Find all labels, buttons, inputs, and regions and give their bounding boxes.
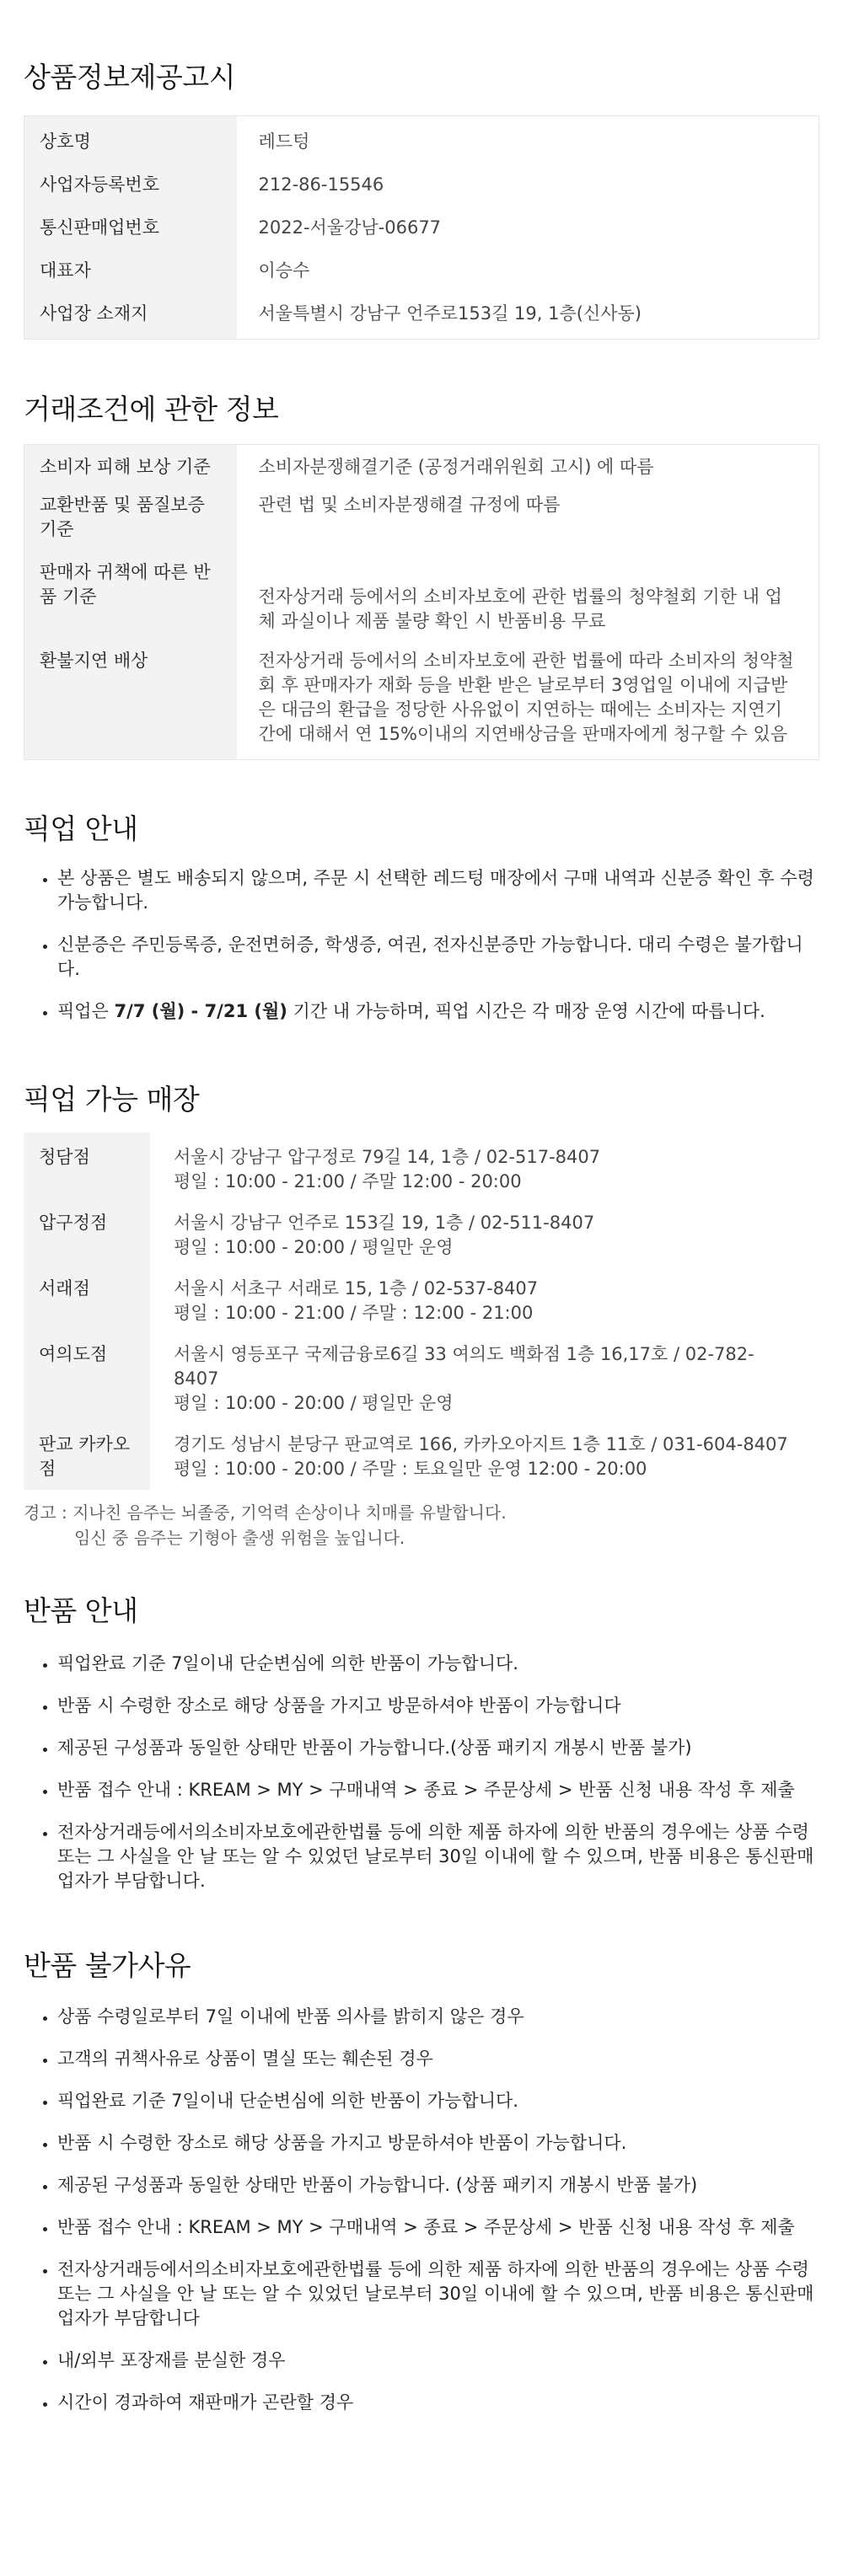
store-address: 서울시 서초구 서래로 15, 1층 / 02-537-8407: [174, 1278, 539, 1299]
list-item: • 제공된 구성품과 동일한 상태만 반품이 가능합니다.(상품 패키지 개봉시 반품 불가): [57, 1736, 819, 1760]
terms-value: 전자상거래 등에서의 소비자보호에 관한 법률에 따라 소비자의 청약철회 후 판매자가 재화 등을 반환 받은 날로부터 3영업일 이내에 지급받은 대금의 환급을 정당한 사유없이 지연하는 때에는 소비자는 지연기간에 대해서 연 15%이내의 지연배상금을 판매자에게 청구할 수 있음: [237, 641, 819, 760]
info-value: 212-86-15546: [237, 163, 819, 206]
return-unavailable-section: [24, 1893, 819, 2415]
list-item: • 픽업완료 기준 7일이내 단순변심에 의한 반품이 가능합니다.: [57, 2089, 819, 2113]
store-hours: 평일 : 10:00 - 21:00 / 주말 12:00 - 20:00: [174, 1171, 522, 1192]
store-hours: 평일 : 10:00 - 20:00 / 평일만 운영: [174, 1393, 454, 1414]
company-info-table: [24, 115, 819, 340]
pickup-stores-table: [24, 1133, 819, 1490]
info-key: 대표자: [24, 249, 237, 292]
list-item: • 시간이 경과하여 재판매가 곤란할 경우: [57, 2391, 819, 2415]
store-address: 경기도 성남시 분당구 판교역로 166, 카카오아지트 1층 11호 / 031-604-8407: [174, 1434, 788, 1455]
list-item: • 전자상거래등에서의소비자보호에관한법률 등에 의한 제품 하자에 의한 반품의 경우에는 상품 수령 또는 그 사실을 안 날 또는 알 수 있었던 날로부터 30일 이내에 할 수 있으며, 반품 비용은 통신판매업자가 부담합니다: [57, 2257, 819, 2331]
list-item: • 내/외부 포장재를 분실한 경우: [57, 2348, 819, 2373]
pickup-period-suffix: 기간 내 가능하며, 픽업 시간은 각 매장 운영 시간에 따릅니다.: [287, 1000, 765, 1021]
pickup-period-prefix: 픽업은: [57, 1000, 115, 1021]
store-hours: 평일 : 10:00 - 20:00 / 주말 : 토요일만 운영 12:00 - 20:00: [174, 1459, 647, 1480]
pickup-stores-section: [24, 1024, 819, 1551]
list-item: • 반품 접수 안내 : KREAM > MY > 구매내역 > 종료 > 주문상세 > 반품 신청 내용 작성 후 제출: [57, 1778, 819, 1802]
terms-key: 소비자 피해 보상 기준: [24, 445, 237, 487]
info-key: 상호명: [24, 115, 237, 163]
list-item: • 상품 수령일로부터 7일 이내에 반품 의사를 밝히지 않은 경우: [57, 2005, 819, 2029]
info-key: 사업장 소재지: [24, 292, 237, 340]
trade-terms-table: [24, 444, 819, 760]
return-unavailable-list: [24, 2005, 819, 2415]
list-item: • 본 상품은 별도 배송되지 않으며, 주문 시 선택한 레드텅 매장에서 구매 내역과 신분증 확인 후 수령 가능합니다.: [57, 866, 819, 915]
terms-key: 교환반품 및 품질보증 기준: [24, 486, 237, 552]
info-value: 이승수: [237, 249, 819, 292]
store-hours: 평일 : 10:00 - 20:00 / 평일만 운영: [174, 1237, 454, 1258]
terms-row-compensation: [24, 445, 819, 487]
return-unavailable-title: 반품 불가사유: [24, 1948, 191, 1982]
store-name: 청담점: [24, 1133, 150, 1199]
store-address: 서울시 강남구 언주로 153길 19, 1층 / 02-511-8407: [174, 1213, 595, 1234]
return-guide-section: [24, 1550, 819, 1893]
warning-line: 경고 : 지나친 음주는 뇌졸중, 기억력 손상이나 치매를 유발합니다.: [24, 1502, 507, 1524]
store-name: 압구정점: [24, 1199, 150, 1265]
store-details: [150, 1331, 819, 1421]
terms-row-seller-fault-return: [24, 552, 819, 641]
trade-terms-title: 거래조건에 관한 정보: [24, 392, 279, 426]
store-row-yeouido: [24, 1331, 819, 1421]
info-row-mail-order-number: [24, 206, 819, 249]
store-details: [150, 1265, 819, 1331]
terms-value: 관련 법 및 소비자분쟁해결 규정에 따름: [237, 486, 819, 552]
terms-row-exchange-quality: [24, 486, 819, 552]
info-row-business-number: [24, 163, 819, 206]
list-item: • 고객의 귀책사유로 상품이 멸실 또는 훼손된 경우: [57, 2047, 819, 2071]
store-row-apgujeong: [24, 1199, 819, 1265]
list-item: • 반품 시 수령한 장소로 해당 상품을 가지고 방문하셔야 반품이 가능합니다.: [57, 2131, 819, 2156]
list-item: • 반품 시 수령한 장소로 해당 상품을 가지고 방문하셔야 반품이 가능합니다: [57, 1694, 819, 1718]
info-key: 사업자등록번호: [24, 163, 237, 206]
store-details: [150, 1133, 819, 1199]
store-details: [150, 1421, 819, 1490]
store-row-seorae: [24, 1265, 819, 1331]
info-value: 서울특별시 강남구 언주로153길 19, 1층(신사동): [237, 292, 819, 340]
store-address: 서울시 영등포구 국제금융로6길 33 여의도 백화점 1층 16,17호 / 02-782-8407: [174, 1344, 754, 1390]
pickup-stores-title: 픽업 가능 매장: [24, 1082, 200, 1116]
store-row-pangyo-kakao: [24, 1421, 819, 1490]
info-row-address: [24, 292, 819, 340]
pickup-period-dates: 7/7 (월) - 7/21 (월): [114, 1000, 287, 1021]
store-name: 서래점: [24, 1265, 150, 1331]
terms-key: 판매자 귀책에 따른 반품 기준: [24, 552, 237, 641]
terms-value: 소비자분쟁해결기준 (공정거래위원회 고시) 에 따름: [237, 445, 819, 487]
list-item: • 픽업완료 기준 7일이내 단순변심에 의한 반품이 가능합니다.: [57, 1652, 819, 1676]
store-name: 여의도점: [24, 1331, 150, 1421]
company-notice-title: 상품정보제공고시: [24, 61, 236, 94]
return-guide-title: 반품 안내: [24, 1594, 138, 1628]
pickup-guide-list: [24, 866, 819, 1024]
store-row-cheongdam: [24, 1133, 819, 1199]
pickup-guide-title: 픽업 안내: [24, 812, 138, 846]
store-hours: 평일 : 10:00 - 21:00 / 주말 : 12:00 - 21:00: [174, 1303, 534, 1324]
return-guide-list: [24, 1652, 819, 1893]
list-item: • 제공된 구성품과 동일한 상태만 반품이 가능합니다. (상품 패키지 개봉시 반품 불가): [57, 2173, 819, 2198]
list-item: • 신분증은 주민등록증, 운전면허증, 학생증, 여권, 전자신분증만 가능합니다. 대리 수령은 불가합니다.: [57, 933, 819, 982]
pickup-guide-section: [24, 760, 819, 1024]
list-item: • 반품 접수 안내 : KREAM > MY > 구매내역 > 종료 > 주문상세 > 반품 신청 내용 작성 후 제출: [57, 2215, 819, 2240]
list-item-pickup-period: [57, 999, 819, 1024]
info-value: 레드텅: [237, 115, 819, 163]
info-row-company-name: [24, 115, 819, 163]
list-item: • 전자상거래등에서의소비자보호에관한법률 등에 의한 제품 하자에 의한 반품의 경우에는 상품 수령 또는 그 사실을 안 날 또는 알 수 있었던 날로부터 30일 이내에 할 수 있으며, 반품 비용은 통신판매업자가 부담합니다.: [57, 1820, 819, 1893]
alcohol-warning: [24, 1500, 819, 1550]
terms-row-refund-delay: [24, 641, 819, 760]
info-value: 2022-서울강남-06677: [237, 206, 819, 249]
store-details: [150, 1199, 819, 1265]
store-address: 서울시 강남구 압구정로 79길 14, 1층 / 02-517-8407: [174, 1147, 601, 1168]
warning-line: 임신 중 음주는 기형아 출생 위험을 높입니다.: [74, 1528, 405, 1549]
company-notice-section: [24, 0, 819, 340]
info-row-representative: [24, 249, 819, 292]
terms-value: 전자상거래 등에서의 소비자보호에 관한 법률의 청약철회 기한 내 업체 과실이나 제품 불량 확인 시 반품비용 무료: [237, 552, 819, 641]
store-name: 판교 카카오점: [24, 1421, 150, 1490]
info-key: 통신판매업번호: [24, 206, 237, 249]
terms-key: 환불지연 배상: [24, 641, 237, 760]
trade-terms-section: [24, 340, 819, 761]
